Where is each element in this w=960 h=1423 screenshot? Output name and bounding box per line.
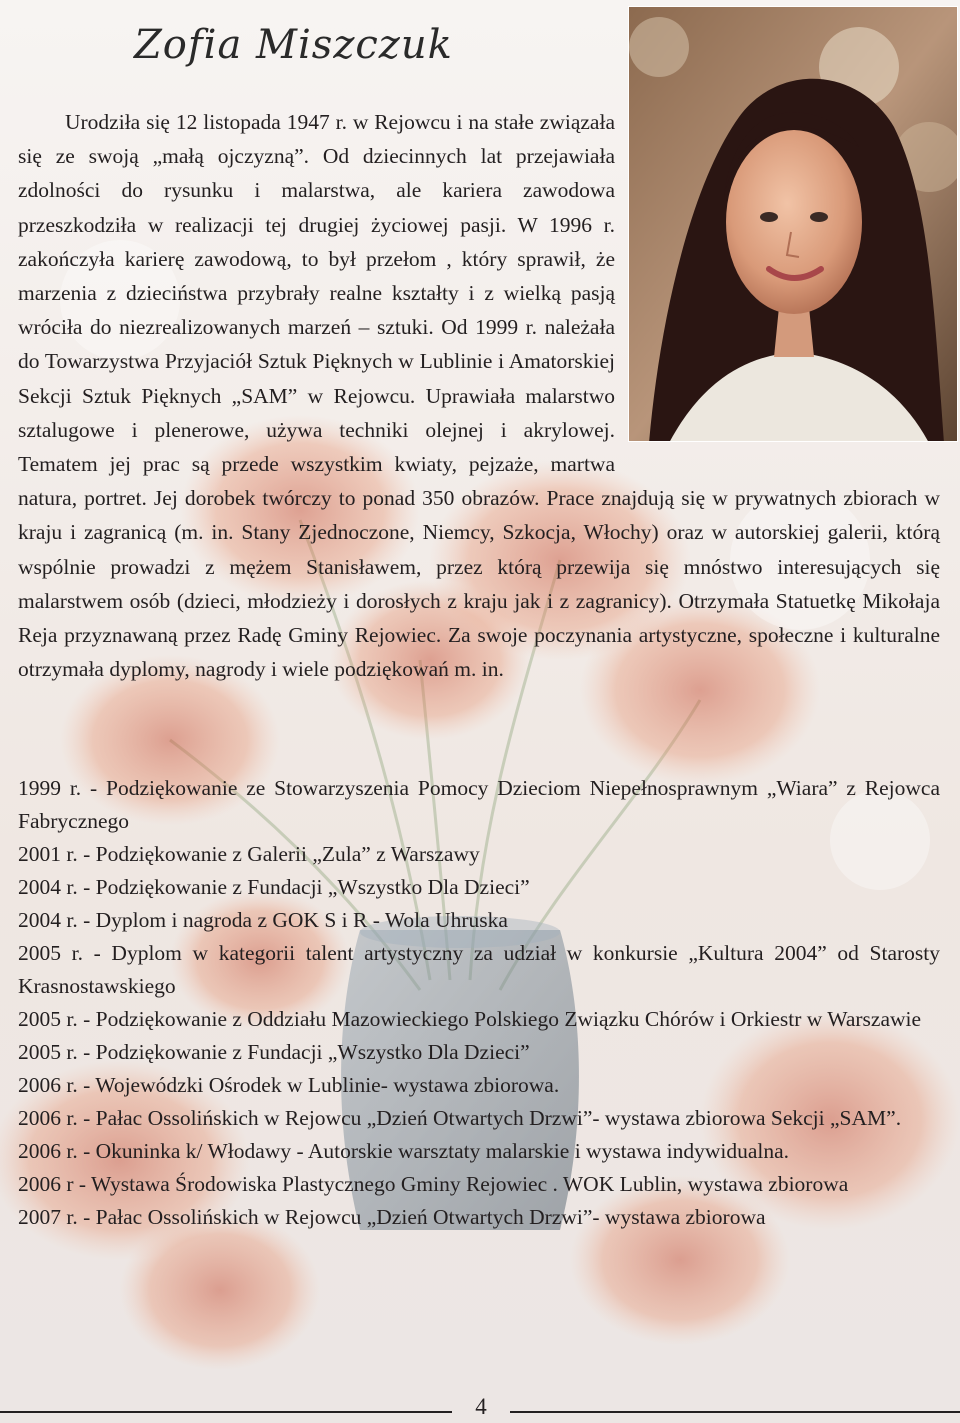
award-item: 2005 r. - Dyplom w kategorii talent artystyczny za udział w konkursie „Kultura 2004” od Starosty Krasnostawskiego [18, 941, 940, 998]
page-number: 4 [475, 1394, 487, 1419]
award-item: 2006 r. - Pałac Ossolińskich w Rejowcu „Dzień Otwartych Drzwi”- wystawa zbiorowa Sekcji „SAM”. [18, 1106, 902, 1130]
photo-wrap-spacer [615, 105, 940, 460]
award-item: 2005 r. - Podziękowanie z Oddziału Mazowieckiego Polskiego Związku Chórów i Orkiestr w Warszawie [18, 1007, 922, 1031]
award-item: 2007 r. - Pałac Ossolińskich w Rejowcu „Dzień Otwartych Drzwi”- wystawa zbiorowa [18, 1205, 766, 1229]
footer-rule-left [0, 1411, 452, 1413]
page-title: Zofia Miszczuk [134, 22, 453, 68]
award-item: 1999 r. - Podziękowanie ze Stowarzyszenia Pomocy Dzieciom Niepełnosprawnym „Wiara” z Rejowca Fabrycznego [18, 776, 940, 833]
awards-list [18, 772, 940, 1234]
award-item: 2004 r. - Podziękowanie z Fundacji „Wszystko Dla Dzieci” [18, 875, 530, 899]
biography-paragraph: Urodziła się 12 listopada 1947 r. w Rejowcu i na stałe związała się ze swoją „małą ojczyzną”. Od dziecinnych lat przejawiała zdolności do rysunku i malarstwa, ale kariera zawodowa przeszkodziła w realizacji tej drugiej życiowej pasji. W 1996 r. zakończyła karierę zawodową, to był przełom , który sprawił, że marzenia z dzieciństwa przybrały realne kształty i z wielką pasją wróciła do niezrealizowanych marzeń – sztuki. Od 1999 r. należała do Towarzystwa Przyjaciół Sztuk Pięknych w Lublinie i Amatorskiej Sekcji Sztuk Pięknych „SAM” w Rejowcu. Uprawiała malarstwo sztalugowe i plenerowe, używa techniki olejnej i akrylowej. Tematem jej prac są przede wszystkim kwiaty, pejzaże, martwa natura, portret. Jej dorobek twórczy to ponad 350 obrazów. Prace znajdują się w prywatnych zbiorach w kraju i zagranicą (m. in. Stany Zjednoczone, Niemcy, Szkocja, Włochy) oraz w autorskiej galerii, którą wspólnie prowadzi z mężem Stanisławem, przez którą przewija się mnóstwo interesujących się malarstwem osób (dzieci, młodzieży i dorosłych z kraju jak i z zagranicy). Otrzymała Statuetkę Mikołaja Reja przyznawaną przez Radę Gminy Rejowiec. Za swoje poczynania artystyczne, społeczne i kulturalne otrzymała dyplomy, nagrody i wiele podziękowań m. in. [18, 110, 940, 682]
award-item: 2004 r. - Dyplom i nagroda z GOK S i R - Wola Uhruska [18, 908, 508, 932]
award-item: 2006 r. - Wojewódzki Ośrodek w Lublinie- wystawa zbiorowa. [18, 1073, 560, 1097]
award-item: 2001 r. - Podziękowanie z Galerii „Zula” z Warszawy [18, 842, 480, 866]
biography-text [18, 105, 940, 686]
award-item: 2006 r. - Okuninka k/ Włodawy - Autorskie warsztaty malarskie i wystawa indywidualna. [18, 1139, 790, 1163]
award-item: 2006 r - Wystawa Środowiska Plastycznego Gminy Rejowiec . WOK Lublin, wystawa zbiorowa [18, 1172, 849, 1196]
footer-rule-right [510, 1411, 960, 1413]
page-footer [0, 1392, 960, 1423]
award-item: 2005 r. - Podziękowanie z Fundacji „Wszystko Dla Dzieci” [18, 1040, 530, 1064]
